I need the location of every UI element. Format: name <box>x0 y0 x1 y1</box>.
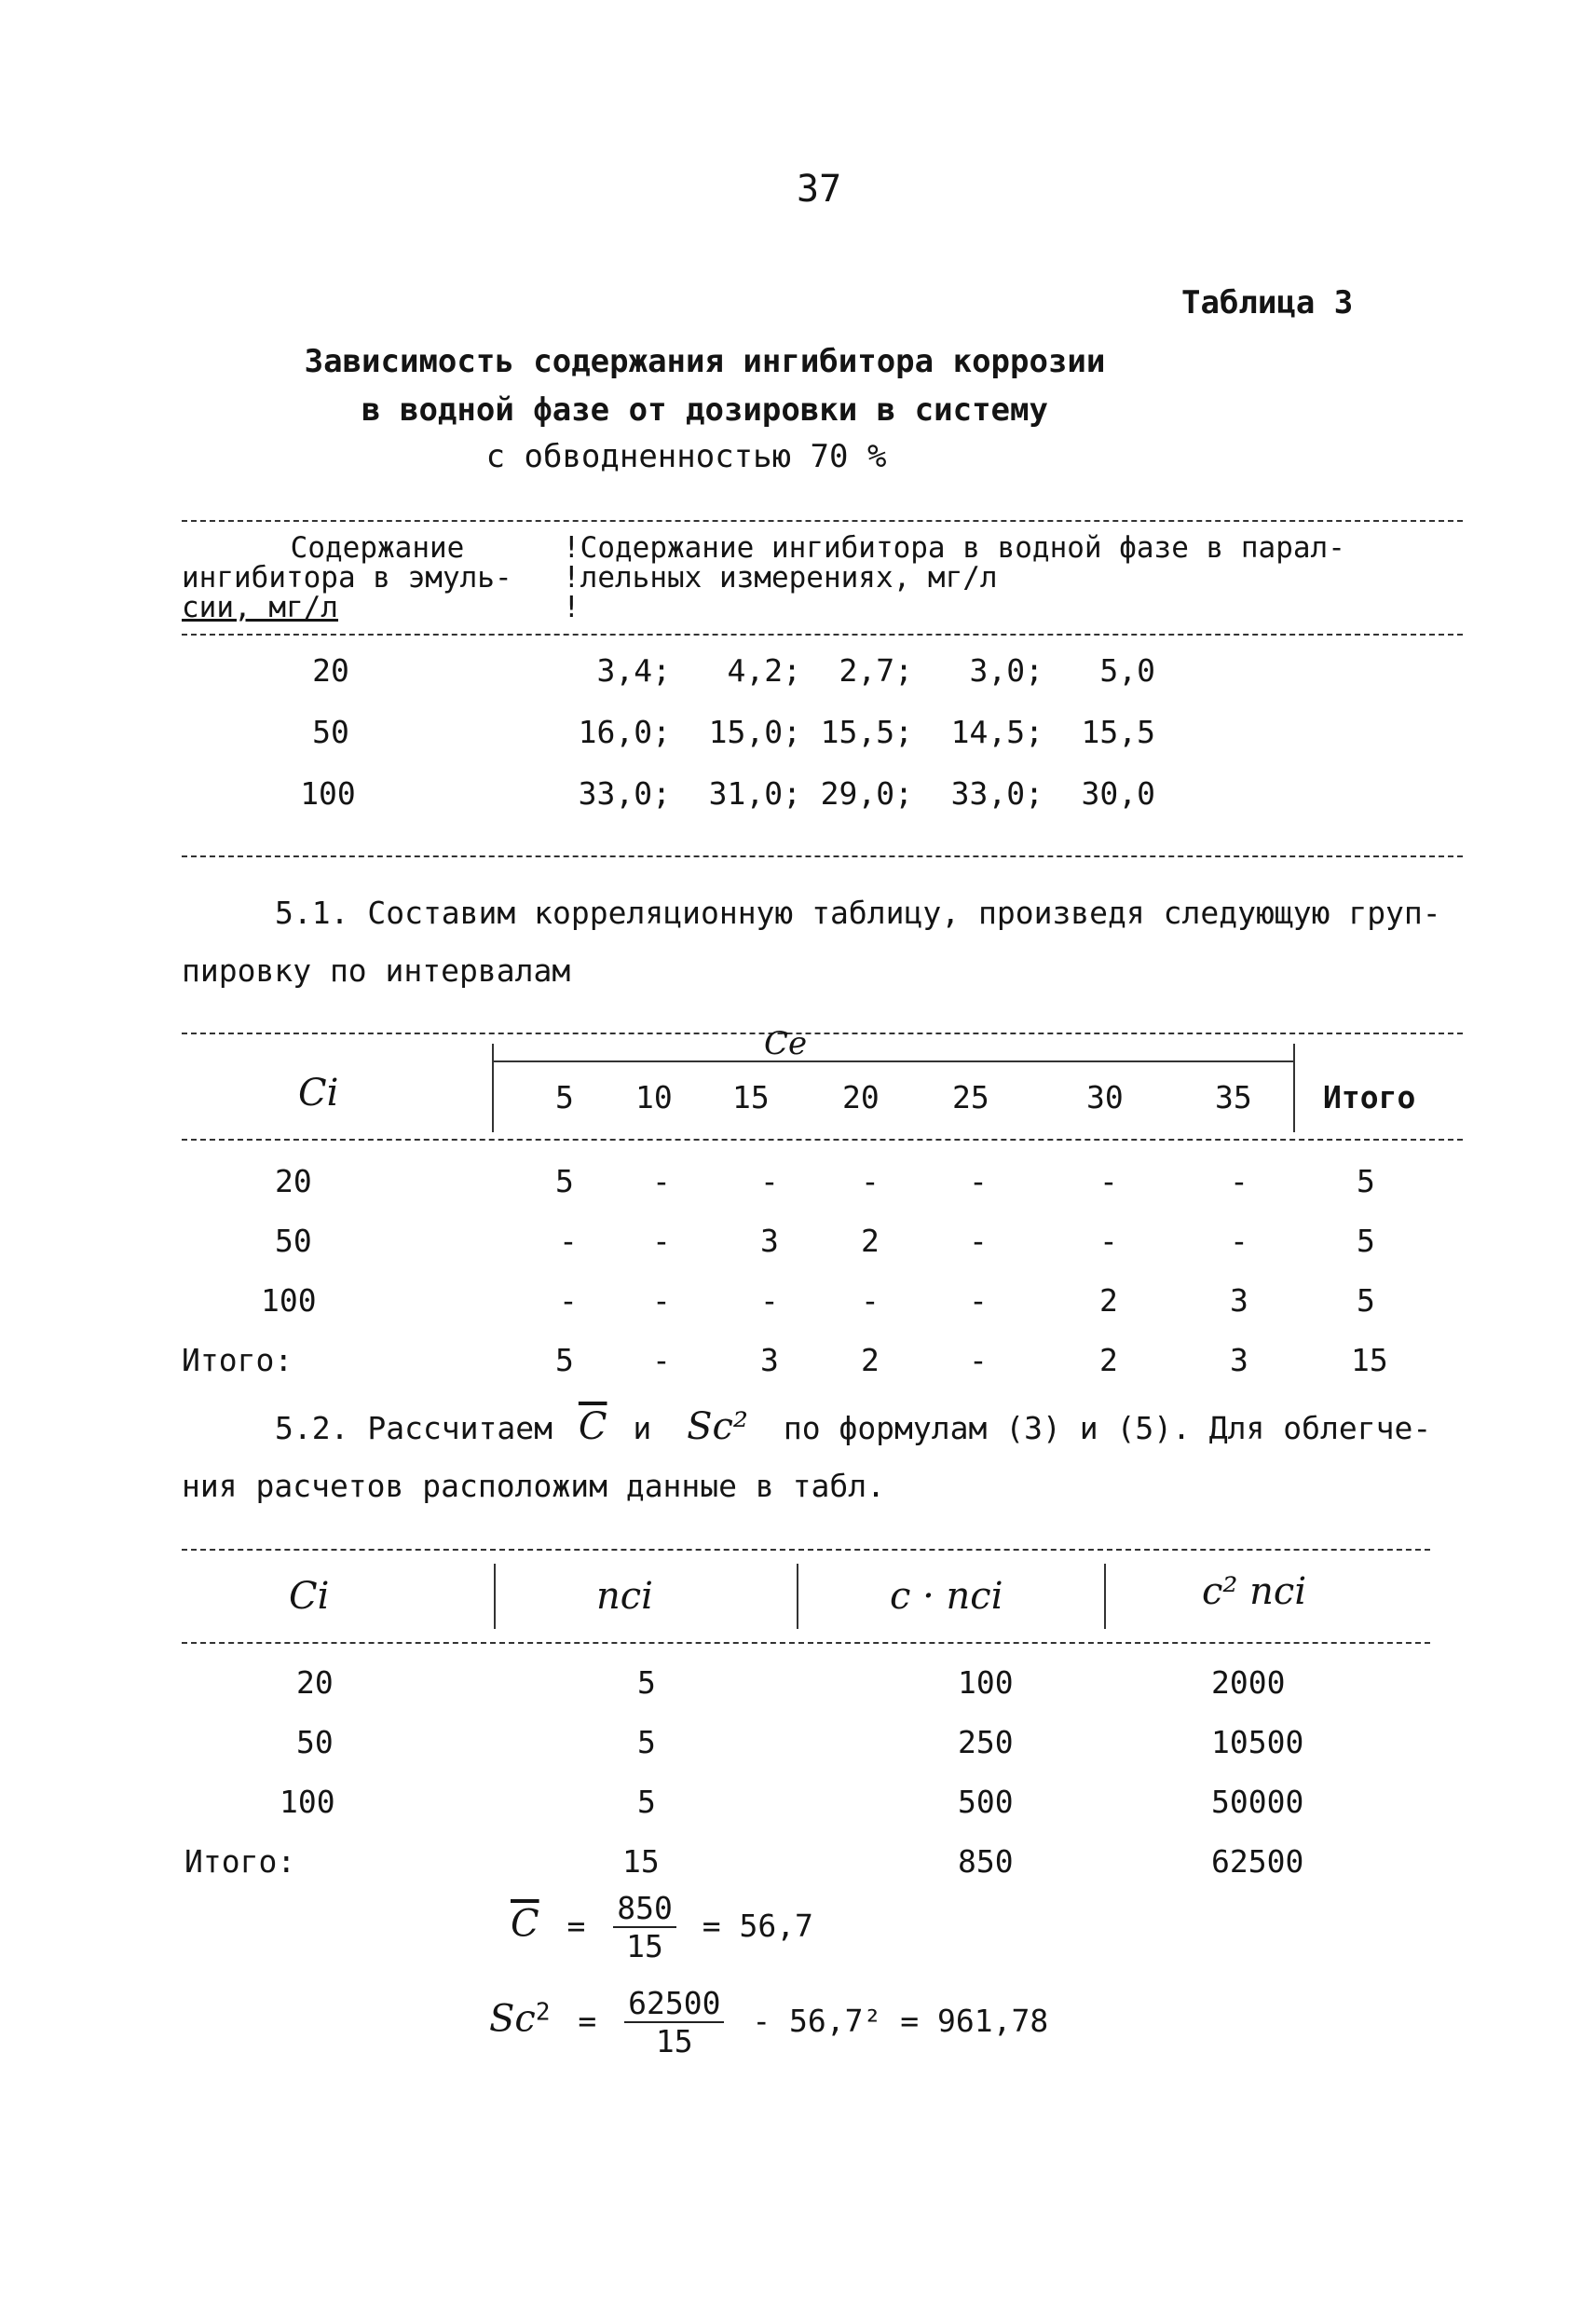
calc-cell-cn: 250 <box>958 1724 1014 1760</box>
corr-cell: 5 <box>555 1342 574 1378</box>
table3-value: 16,0; <box>578 714 671 750</box>
table3-header-left-line2: ингибитора в эмуль- <box>182 561 512 595</box>
corr-cell: - <box>559 1223 578 1259</box>
table3-header-left-line1: Содержание <box>290 531 465 565</box>
calc-cell-c2n: 62500 <box>1211 1843 1304 1880</box>
calc-cell-cn: 850 <box>958 1843 1014 1880</box>
corr-cell: 2 <box>1099 1342 1118 1378</box>
formula-mean-lhs: $\overline{C}$ <box>511 1902 539 1946</box>
section-5-1-line1: 5.1. Составим корреляционную таблицу, произведя следующую груп- <box>275 895 1441 931</box>
corr-row-label: 100 <box>261 1282 317 1319</box>
formula-variance <box>489 1985 1048 2059</box>
corr-cell: - <box>652 1163 671 1199</box>
table3-value: 3,4; <box>596 652 671 689</box>
page-number: 37 <box>797 168 842 211</box>
table3-value: 31,0; <box>708 775 801 812</box>
calc-header-c2nci: c² nci <box>1202 1570 1307 1613</box>
calc-cell-c2n: 2000 <box>1211 1664 1286 1701</box>
calc-divider-3 <box>1104 1564 1106 1629</box>
corr-col-header: 20 <box>842 1079 880 1115</box>
corr-cell: 3 <box>1230 1342 1248 1378</box>
corr-row-total: 5 <box>1357 1282 1375 1319</box>
corr-cell: - <box>969 1282 988 1319</box>
corr-right-divider <box>1293 1044 1295 1132</box>
s-variance-symbol: Sc² <box>687 1405 748 1448</box>
table3-value: 33,0; <box>578 775 671 812</box>
corr-col-header: 35 <box>1215 1079 1252 1115</box>
formula-mean-fraction <box>613 1890 676 1964</box>
table3-value: 33,0; <box>950 775 1044 812</box>
formula-mean-result: = 56,7 <box>702 1907 813 1944</box>
calc-cell-n: 5 <box>637 1784 656 1820</box>
formula-variance-eq: = <box>578 2002 597 2039</box>
table-caption-line3: с обводненностью 70 % <box>485 438 887 475</box>
formula-variance-tail: - 56,7² = 961,78 <box>752 2002 1049 2039</box>
corr-header-rule <box>182 1139 1463 1141</box>
corr-cell: 3 <box>760 1223 779 1259</box>
table-caption-line2: в водной фазе от дозировки в систему <box>361 391 1048 429</box>
corr-col-header: 25 <box>952 1079 989 1115</box>
table3-header-right <box>563 533 1345 622</box>
calc-table-top-rule <box>182 1549 1430 1551</box>
calc-cell-c2n: 10500 <box>1211 1724 1304 1760</box>
table3-header-right-line1: !Содержание ингибитора в водной фазе в парал- <box>563 531 1345 565</box>
formula-variance-fraction <box>624 1985 724 2059</box>
corr-cell: - <box>760 1163 779 1199</box>
table3-dose: 100 <box>300 775 356 812</box>
corr-cell: - <box>861 1282 880 1319</box>
formula-variance-numerator: 62500 <box>624 1985 724 2023</box>
formula-variance-lhs: Sc <box>489 1997 536 2041</box>
corr-row-header: Ci <box>298 1072 339 1115</box>
table3-value: 3,0; <box>969 652 1044 689</box>
corr-cell: 2 <box>861 1223 880 1259</box>
calc-cell-c: 100 <box>280 1784 335 1820</box>
corr-row-label: Итого: <box>182 1342 293 1378</box>
corr-cell: - <box>652 1342 671 1378</box>
calc-header-ci: Ci <box>289 1575 330 1618</box>
calc-cell-c: 50 <box>296 1724 334 1760</box>
corr-cell: 2 <box>861 1342 880 1378</box>
table3-header-rule <box>182 634 1463 636</box>
corr-row-total: 5 <box>1357 1223 1375 1259</box>
corr-cell: - <box>1099 1163 1118 1199</box>
formula-mean-eq: = <box>566 1907 586 1944</box>
calc-cell-n: 5 <box>637 1664 656 1701</box>
table-caption-line1: Зависимость содержания ингибитора коррозии <box>304 343 1106 380</box>
corr-cell: - <box>969 1223 988 1259</box>
table3-value: 29,0; <box>820 775 913 812</box>
corr-row-total: 5 <box>1357 1163 1375 1199</box>
section-5-2-line1 <box>275 1405 1431 1448</box>
corr-cell: - <box>969 1342 988 1378</box>
table3-value: 2,7; <box>839 652 913 689</box>
corr-cell: 3 <box>1230 1282 1248 1319</box>
table3-header-right-line3: ! <box>563 591 580 624</box>
section-5-2-text-c: по формулам (3) и (5). Для облегче- <box>783 1410 1432 1446</box>
calc-header-nci: nci <box>596 1575 653 1618</box>
corr-cell: - <box>969 1163 988 1199</box>
corr-cell: - <box>559 1282 578 1319</box>
corr-cell: - <box>1230 1163 1248 1199</box>
table-label: Таблица 3 <box>1181 284 1354 321</box>
corr-cell: - <box>1230 1223 1248 1259</box>
corr-col-header: 5 <box>555 1079 574 1115</box>
calc-cell-cn: 500 <box>958 1784 1014 1820</box>
corr-left-divider <box>492 1044 494 1132</box>
calc-cell-n: 15 <box>622 1843 660 1880</box>
table3-bottom-rule <box>182 855 1463 857</box>
formula-mean <box>511 1890 813 1964</box>
corr-cell: 2 <box>1099 1282 1118 1319</box>
formula-mean-numerator: 850 <box>613 1890 676 1928</box>
table3-value: 15,5; <box>820 714 913 750</box>
calc-divider-1 <box>494 1564 496 1629</box>
corr-cell: - <box>652 1282 671 1319</box>
calc-cell-c2n: 50000 <box>1211 1784 1304 1820</box>
corr-cell: 3 <box>760 1342 779 1378</box>
table3-header-left-line3: сии, мг/л <box>182 591 338 624</box>
calc-header-rule <box>182 1642 1430 1644</box>
corr-cell: - <box>760 1282 779 1319</box>
table3-header-right-line2: !лельных измерениях, мг/л <box>563 561 998 595</box>
formula-variance-denominator: 15 <box>655 2023 693 2059</box>
corr-col-header: 15 <box>732 1079 770 1115</box>
table3-dose: 50 <box>312 714 349 750</box>
corr-col-group-label: Ce <box>764 1025 808 1062</box>
calc-header-cnci: c · nci <box>890 1575 1003 1618</box>
c-mean-symbol: $\overline{C}$ <box>578 1405 607 1448</box>
corr-row-total: 15 <box>1351 1342 1388 1378</box>
corr-table-top-rule <box>182 1033 1463 1034</box>
corr-row-label: 50 <box>275 1223 312 1259</box>
formula-mean-denominator: 15 <box>626 1928 663 1964</box>
corr-row-label: 20 <box>275 1163 312 1199</box>
calc-divider-2 <box>797 1564 798 1629</box>
table3-top-rule <box>182 520 1463 522</box>
corr-cell: 5 <box>555 1163 574 1199</box>
calc-cell-n: 5 <box>637 1724 656 1760</box>
section-5-2-text-a: 5.2. Рассчитаем <box>275 1410 553 1446</box>
table3-value: 14,5; <box>950 714 1044 750</box>
corr-col-header: 30 <box>1086 1079 1124 1115</box>
corr-col-group-bracket <box>492 1060 1293 1062</box>
formula-variance-sup: 2 <box>535 1998 551 2027</box>
table3-value: 5,0 <box>1099 652 1155 689</box>
calc-cell-c: Итого: <box>184 1843 296 1880</box>
calc-cell-cn: 100 <box>958 1664 1014 1701</box>
section-5-2-text-b: и <box>633 1410 652 1446</box>
corr-col-header: 10 <box>635 1079 673 1115</box>
corr-cell: - <box>1099 1223 1118 1259</box>
section-5-2-line2: ния расчетов расположим данные в табл. <box>182 1468 885 1504</box>
corr-cell: - <box>861 1163 880 1199</box>
section-5-1-line2: пировку по интервалам <box>182 952 571 989</box>
corr-total-header: Итого <box>1323 1079 1416 1115</box>
table3-header-left <box>182 533 573 622</box>
table3-value: 15,5 <box>1081 714 1155 750</box>
table3-value: 30,0 <box>1081 775 1155 812</box>
table3-value: 15,0; <box>708 714 801 750</box>
corr-cell: - <box>652 1223 671 1259</box>
table3-dose: 20 <box>312 652 349 689</box>
table3-value: 4,2; <box>727 652 801 689</box>
calc-cell-c: 20 <box>296 1664 334 1701</box>
